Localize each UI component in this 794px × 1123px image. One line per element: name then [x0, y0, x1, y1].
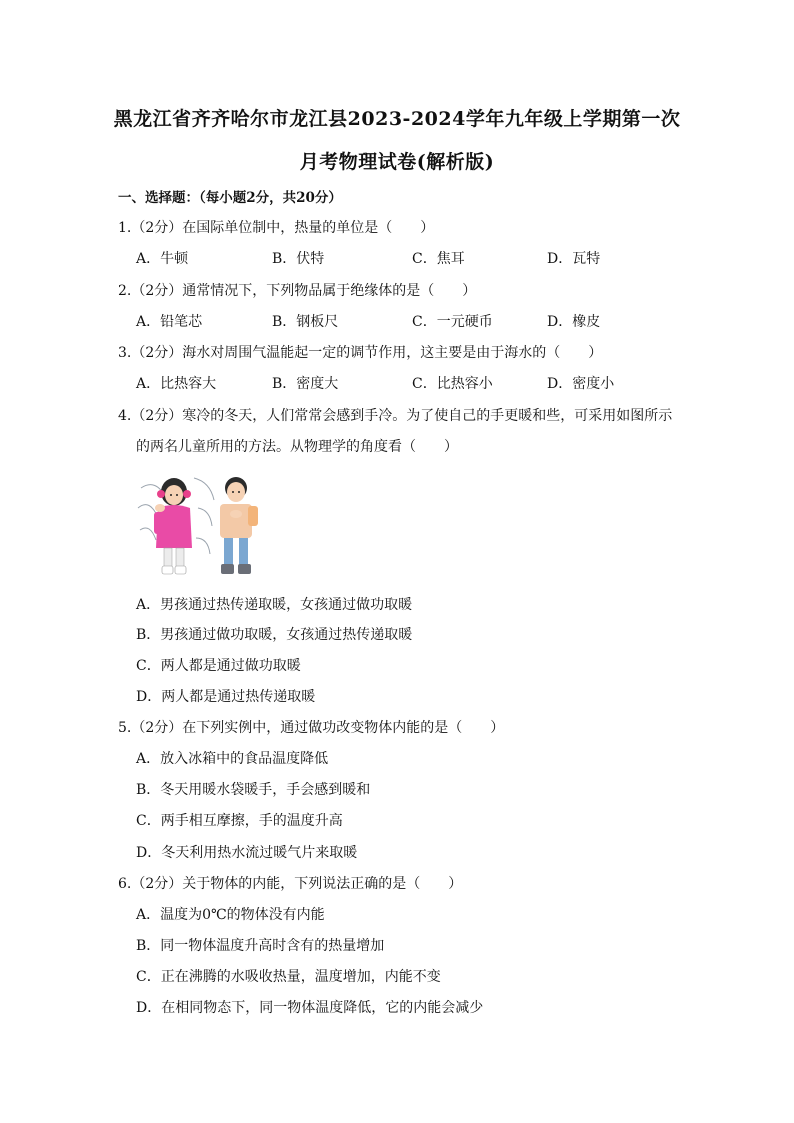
- q2-option-c: C．一元硬币: [412, 314, 493, 330]
- q3-option-b: B．密度大: [272, 376, 339, 392]
- q5-option-c: C．两手相互摩擦，手的温度升高: [136, 813, 343, 829]
- section-heading: 一、选择题：（每小题2分，共20分）: [118, 190, 342, 206]
- question-5-stem: 5.（2分）在下列实例中，通过做功改变物体内能的是（ ）: [118, 720, 505, 736]
- q6-option-a: A．温度为0℃的物体没有内能: [136, 907, 325, 923]
- q2-option-d: D．橡皮: [547, 314, 601, 330]
- q1-option-d: D．瓦特: [547, 251, 601, 267]
- question-2-stem: 2.（2分）通常情况下，下列物品属于绝缘体的是（ ）: [118, 283, 477, 299]
- q5-option-b: B．冬天用暖水袋暖手，手会感到暖和: [136, 782, 371, 798]
- girl-figure: [154, 478, 192, 574]
- q3-option-a: A．比热容大: [136, 376, 217, 392]
- question-1-stem: 1.（2分）在国际单位制中，热量的单位是（ ）: [118, 220, 435, 236]
- q1-option-a: A．牛顿: [136, 251, 189, 267]
- q1-option-b: B．伏特: [272, 251, 325, 267]
- q4-option-b: B．男孩通过做功取暖，女孩通过热传递取暖: [136, 627, 413, 643]
- q3-option-d: D．密度小: [547, 376, 615, 392]
- boy-figure: [220, 477, 258, 574]
- children-warming-hands-illustration: [136, 468, 270, 584]
- question-4-stem: 4.（2分）寒冷的冬天，人们常常会感到手冷。为了使自己的手更暖和些，可采用如图所示: [118, 408, 673, 424]
- q2-option-a: A．铅笔芯: [136, 314, 203, 330]
- q5-option-d: D．冬天利用热水流过暖气片来取暖: [136, 845, 358, 861]
- q6-option-d: D．在相同物态下，同一物体温度降低，它的内能会减少: [136, 1000, 484, 1016]
- q3-option-c: C．比热容小: [412, 376, 493, 392]
- q5-option-a: A．放入冰箱中的食品温度降低: [136, 751, 329, 767]
- q2-option-b: B．钢板尺: [272, 314, 339, 330]
- q6-option-c: C．正在沸腾的水吸收热量，温度增加，内能不变: [136, 969, 441, 985]
- page-subtitle: 月考物理试卷(解析版): [299, 151, 495, 173]
- question-6-stem: 6.（2分）关于物体的内能，下列说法正确的是（ ）: [118, 876, 463, 892]
- question-4-stem-cont: 的两名儿童所用的方法。从物理学的角度看（ ）: [136, 439, 458, 455]
- page-title: 黑龙江省齐齐哈尔市龙江县2023-2024学年九年级上学期第一次: [113, 108, 681, 130]
- question-3-stem: 3.（2分）海水对周围气温能起一定的调节作用，这主要是由于海水的（ ）: [118, 345, 603, 361]
- q4-option-c: C．两人都是通过做功取暖: [136, 658, 301, 674]
- q4-option-a: A．男孩通过热传递取暖，女孩通过做功取暖: [136, 597, 413, 613]
- q1-option-c: C．焦耳: [412, 251, 465, 267]
- q4-option-d: D．两人都是通过热传递取暖: [136, 689, 316, 705]
- q6-option-b: B．同一物体温度升高时含有的热量增加: [136, 938, 385, 954]
